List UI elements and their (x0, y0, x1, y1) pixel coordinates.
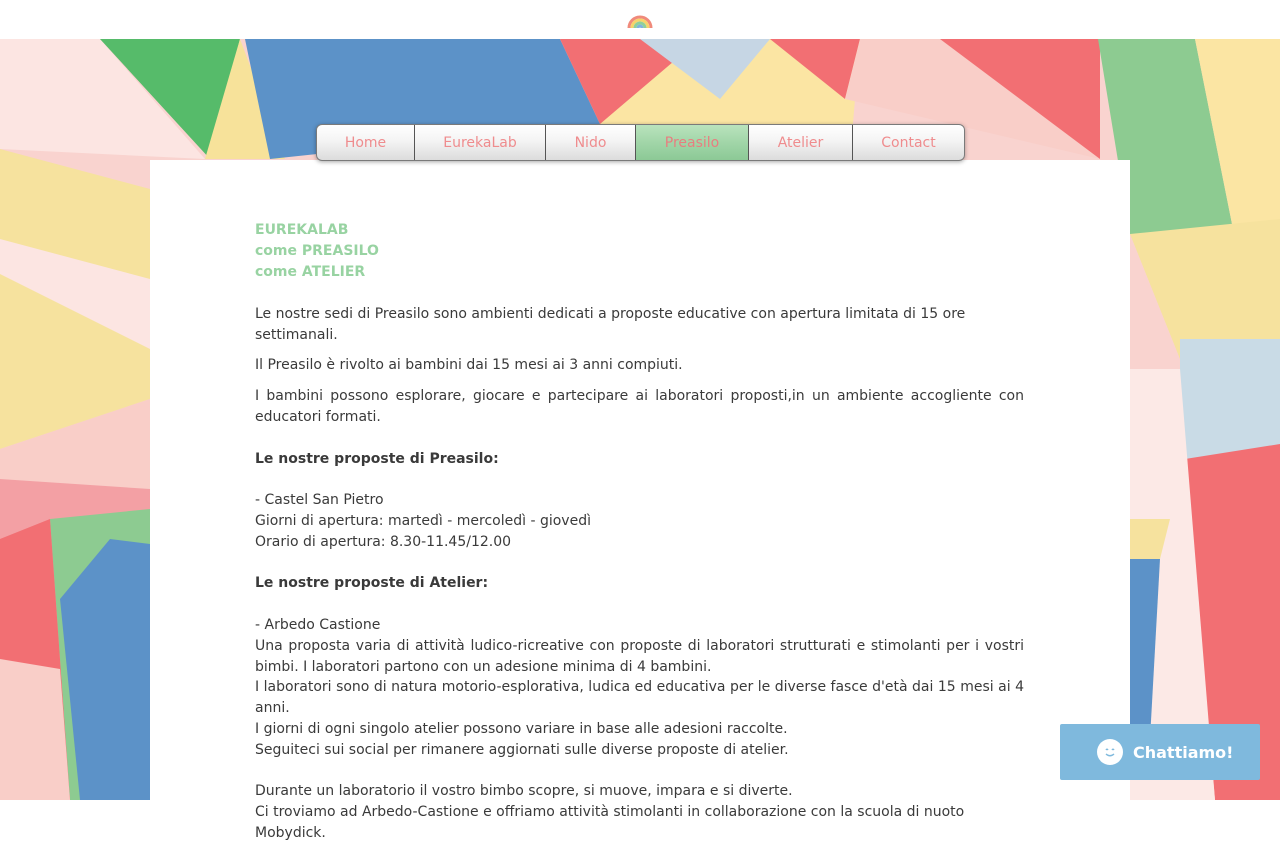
chat-button[interactable] (1060, 724, 1260, 780)
atelier-section-title: Le nostre proposte di Atelier: (255, 575, 489, 592)
smiley-icon (1097, 739, 1123, 765)
atelier-description-3: I giorni di ogni singolo atelier possono variare in base alle adesioni raccolte. (255, 720, 788, 737)
nav-eurekalab[interactable]: EurekaLab (415, 125, 546, 160)
nav-home[interactable]: Home (317, 125, 415, 160)
nav-nido[interactable]: Nido (546, 125, 636, 160)
heading-line-2: come PREASILO (255, 243, 379, 259)
intro-paragraph-2: Il Preasilo è rivolto ai bambini dai 15 mesi ai 3 anni compiuti. (255, 357, 683, 374)
preasilo-section-title: Le nostre proposte di Preasilo: (255, 450, 499, 467)
main-navigation (316, 124, 965, 161)
closing-paragraph-2: Ci troviamo ad Arbedo-Castione e offriamo attività stimolanti in collaborazione con la scuola di nuoto Mobydick. (255, 804, 965, 841)
intro-paragraph-3: I bambini possono esplorare, giocare e partecipare ai laboratori proposti,in un ambiente accogliente con educatori formati. (255, 388, 1024, 425)
rainbow-logo-icon[interactable] (627, 9, 653, 29)
atelier-description-2: I laboratori sono di natura motorio-esplorativa, ludica ed educativa per le diverse fasce d'età dai 15 mesi ai 4 anni. (255, 679, 1024, 717)
nav-atelier[interactable]: Atelier (749, 125, 853, 160)
atelier-description-4: Seguiteci sui social per rimanere aggiornati sulle diverse proposte di atelier. (255, 741, 789, 758)
page-text (255, 220, 1024, 844)
preasilo-opening-hours: Orario di apertura: 8.30-11.45/12.00 (255, 533, 512, 550)
nav-preasilo[interactable]: Preasilo (636, 125, 749, 160)
closing-paragraph-1: Durante un laboratorio il vostro bimbo scopre, si muove, impara e si diverte. (255, 783, 793, 800)
intro-paragraph-1: Le nostre sedi di Preasilo sono ambienti dedicati a proposte educative con apertura limitata di 15 ore settimanali. (255, 305, 966, 343)
atelier-description-1: Una proposta varia di attività ludico-ricreative con proposte di laboratori strutturati e stimolanti per i vostri bimbi. I laboratori partono con un adesione minima di 4 bambini. (255, 637, 1024, 675)
atelier-location: - Arbedo Castione (255, 616, 381, 633)
heading-line-1: EUREKALAB (255, 222, 349, 238)
content-panel (150, 160, 1130, 841)
top-bar (0, 0, 1280, 39)
heading-line-3: come ATELIER (255, 264, 366, 280)
preasilo-location: - Castel San Pietro (255, 492, 384, 509)
nav-contact[interactable]: Contact (881, 134, 936, 151)
chat-button-label: Chattiamo! (1133, 742, 1234, 762)
preasilo-opening-days: Giorni di apertura: martedì - mercoledì - giovedì (255, 512, 591, 529)
